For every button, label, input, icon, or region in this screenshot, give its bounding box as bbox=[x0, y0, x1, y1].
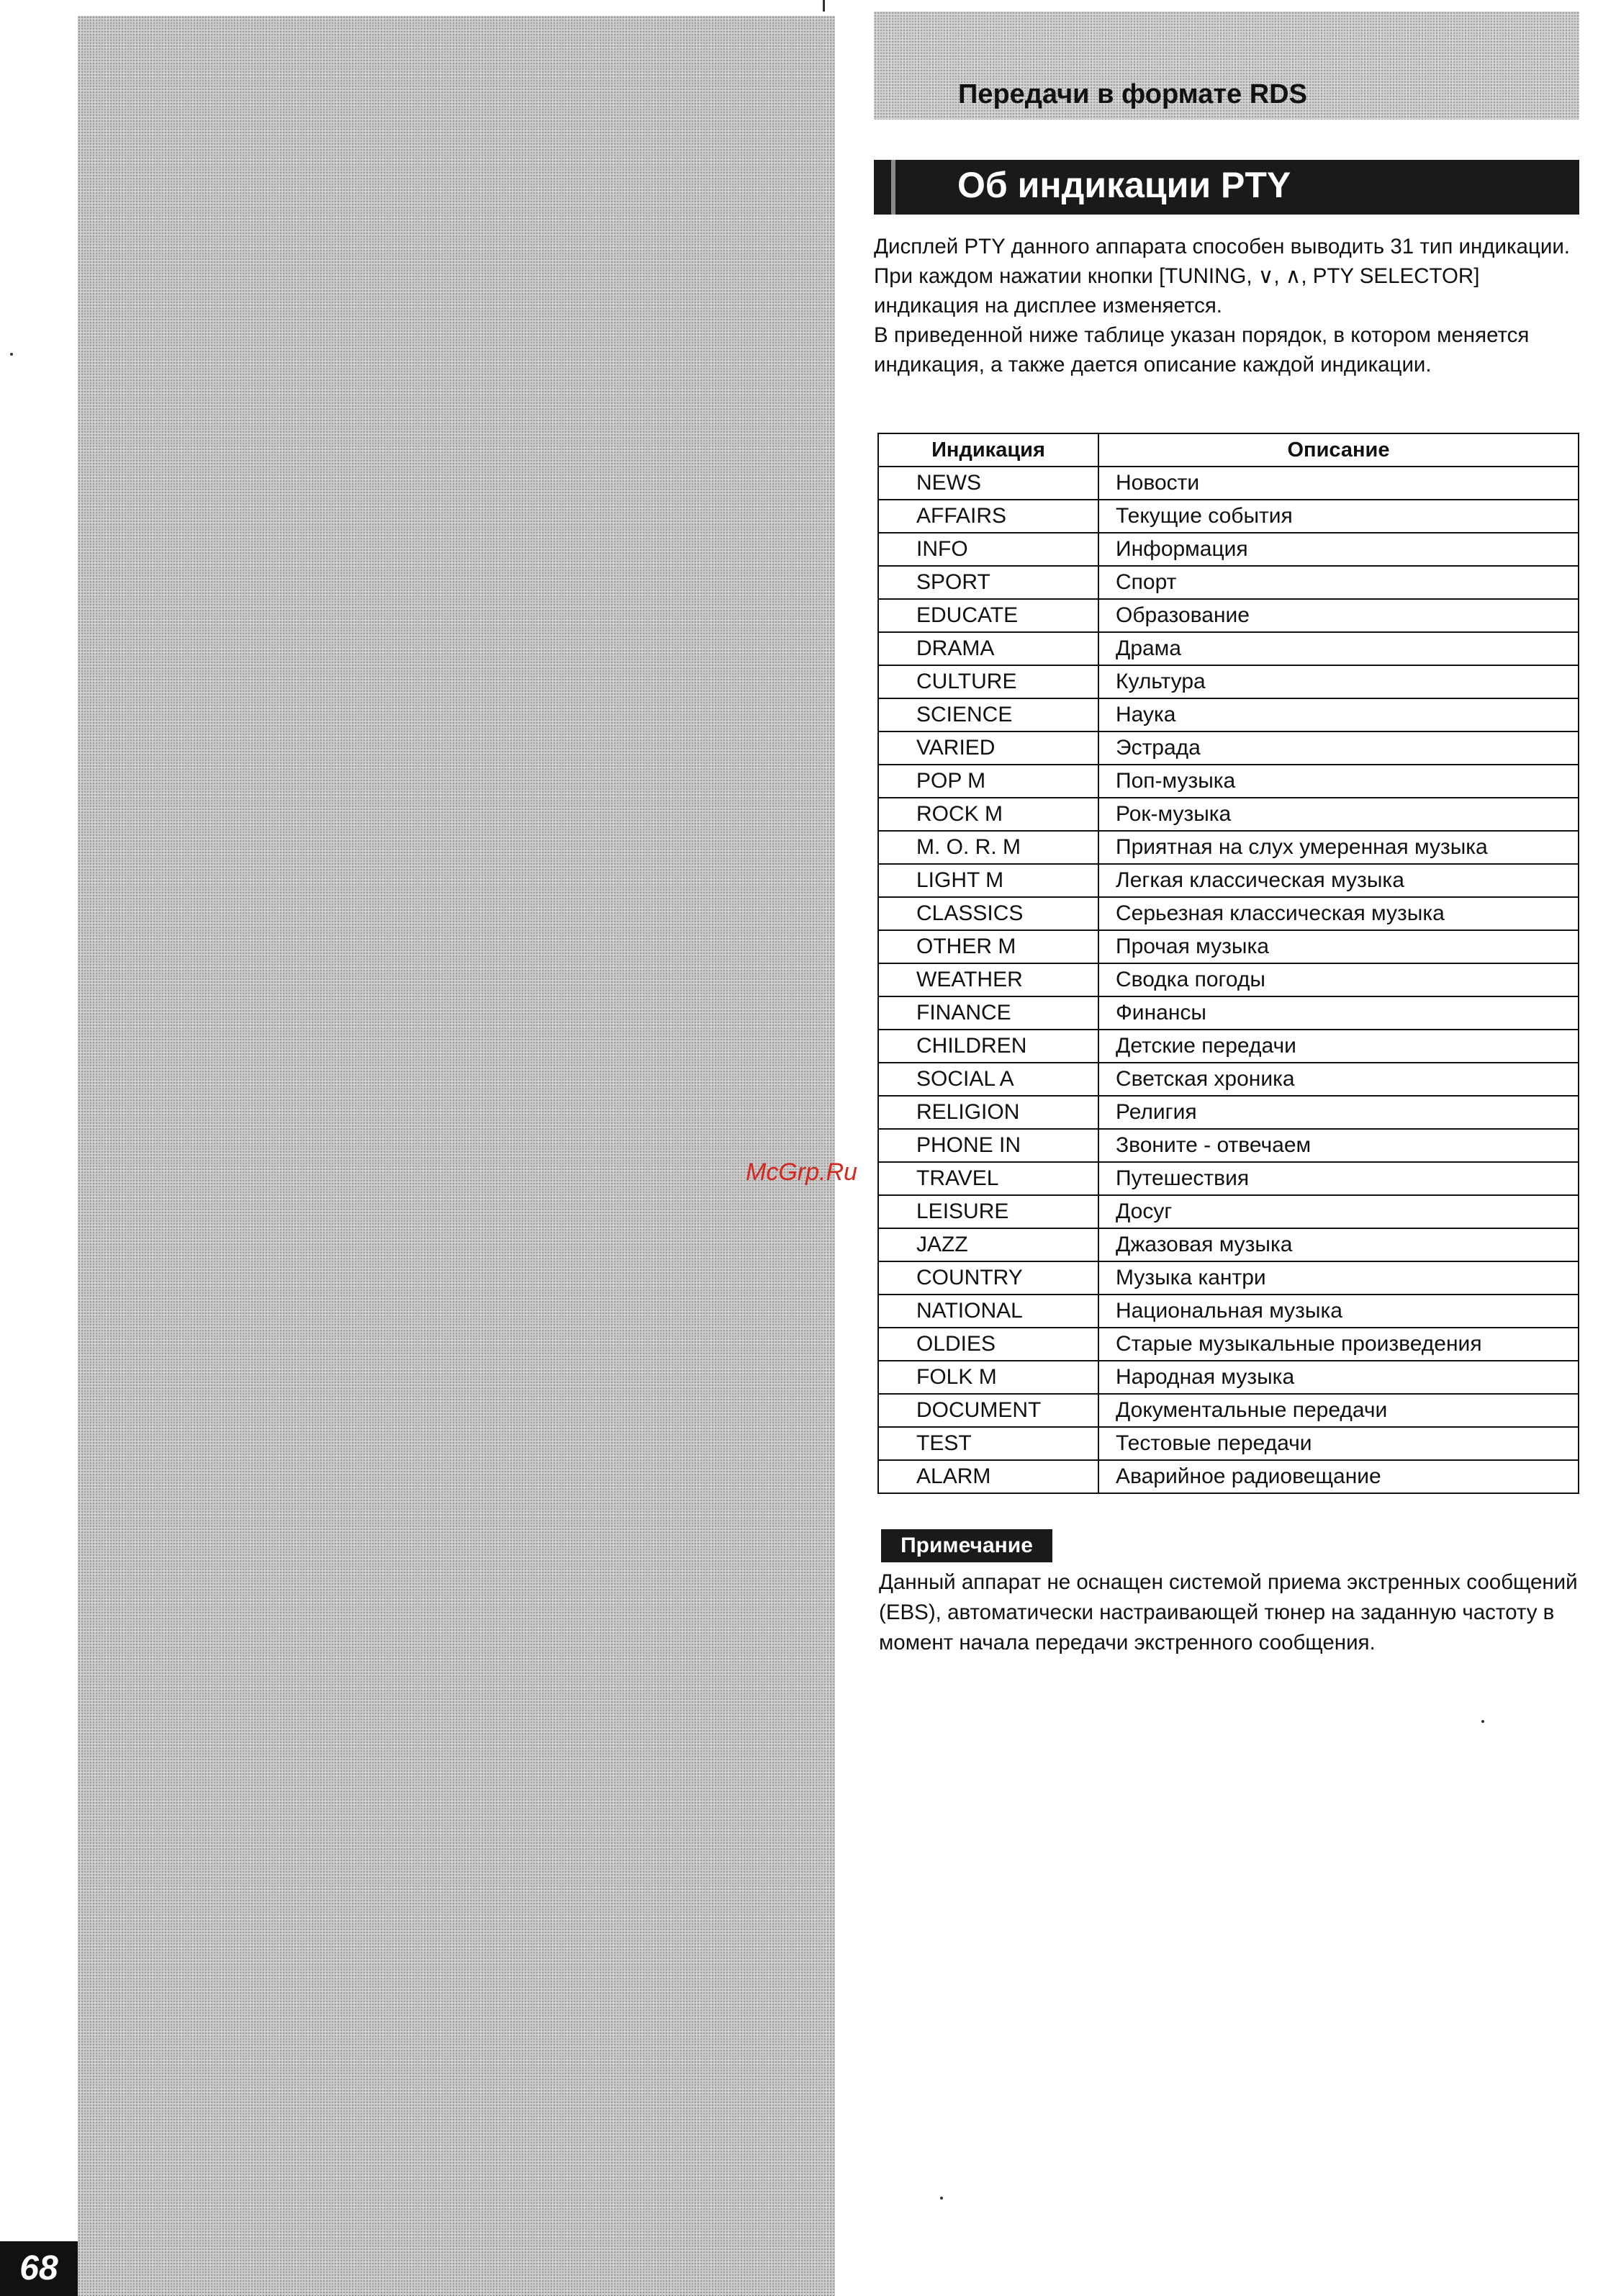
pty-code: NEWS bbox=[878, 467, 1098, 500]
pty-description: Детские передачи bbox=[1098, 1030, 1579, 1063]
table-row bbox=[878, 632, 1579, 665]
table-row bbox=[878, 698, 1579, 731]
title-bar-accent bbox=[891, 160, 895, 215]
intro-text bbox=[874, 232, 1579, 379]
table-row bbox=[878, 930, 1579, 963]
table-row bbox=[878, 996, 1579, 1030]
table-row bbox=[878, 500, 1579, 533]
table-row bbox=[878, 897, 1579, 930]
pty-code: INFO bbox=[878, 533, 1098, 566]
pty-code: AFFAIRS bbox=[878, 500, 1098, 533]
table-row bbox=[878, 1427, 1579, 1460]
pty-description: Музыка кантри bbox=[1098, 1261, 1579, 1295]
pty-description: Эстрада bbox=[1098, 731, 1579, 765]
table-row bbox=[878, 1328, 1579, 1361]
intro-paragraph-1: Дисплей PTY данного аппарата способен выводить 31 тип индикации. При каждом нажатии кнопки [TUNING, ∨, ∧, PTY SELECTOR] индикация на дисплее изменяется. bbox=[874, 235, 1571, 318]
note-label: Примечание bbox=[881, 1529, 1052, 1562]
pty-description: Светская хроника bbox=[1098, 1063, 1579, 1096]
table-row bbox=[878, 533, 1579, 566]
pty-description: Звоните - отвечаем bbox=[1098, 1129, 1579, 1162]
column-header-indication: Индикация bbox=[878, 433, 1098, 467]
pty-code: SCIENCE bbox=[878, 698, 1098, 731]
table-row bbox=[878, 1030, 1579, 1063]
table-row bbox=[878, 1261, 1579, 1295]
table-row bbox=[878, 765, 1579, 798]
table-row bbox=[878, 963, 1579, 996]
pty-code: JAZZ bbox=[878, 1228, 1098, 1261]
pty-code: M. O. R. M bbox=[878, 831, 1098, 864]
table-row bbox=[878, 1195, 1579, 1228]
pty-code: OTHER M bbox=[878, 930, 1098, 963]
pty-description: Аварийное радиовещание bbox=[1098, 1460, 1579, 1493]
pty-description: Прочая музыка bbox=[1098, 930, 1579, 963]
pty-description: Сводка погоды bbox=[1098, 963, 1579, 996]
pty-description: Документальные передачи bbox=[1098, 1394, 1579, 1427]
pty-code: FINANCE bbox=[878, 996, 1098, 1030]
note-text: Данный аппарат не оснащен системой приема экстренных сообщений (EBS), автоматически настраивающей тюнер на заданную частоту в момент начала передачи экстренного сообщения. bbox=[879, 1570, 1578, 1655]
pty-code: COUNTRY bbox=[878, 1261, 1098, 1295]
pty-description: Легкая классическая музыка bbox=[1098, 864, 1579, 897]
table-row bbox=[878, 1096, 1579, 1129]
table-row bbox=[878, 1361, 1579, 1394]
pty-code: NATIONAL bbox=[878, 1295, 1098, 1328]
page-title: Об индикации PTY bbox=[957, 165, 1291, 205]
pty-code: CULTURE bbox=[878, 665, 1098, 698]
pty-description: Приятная на слух умеренная музыка bbox=[1098, 831, 1579, 864]
pty-code: SPORT bbox=[878, 566, 1098, 599]
scan-speck bbox=[1481, 1720, 1484, 1723]
table-row bbox=[878, 1063, 1579, 1096]
table-row bbox=[878, 1295, 1579, 1328]
pty-description: Путешествия bbox=[1098, 1162, 1579, 1195]
table-row bbox=[878, 798, 1579, 831]
pty-code: TRAVEL bbox=[878, 1162, 1098, 1195]
pty-code: RELIGION bbox=[878, 1096, 1098, 1129]
pty-description: Религия bbox=[1098, 1096, 1579, 1129]
pty-code: CLASSICS bbox=[878, 897, 1098, 930]
table-row bbox=[878, 1162, 1579, 1195]
table-row bbox=[878, 665, 1579, 698]
pty-description: Старые музыкальные произведения bbox=[1098, 1328, 1579, 1361]
pty-code: DOCUMENT bbox=[878, 1394, 1098, 1427]
pty-description: Информация bbox=[1098, 533, 1579, 566]
pty-code: ALARM bbox=[878, 1460, 1098, 1493]
pty-description: Серьезная классическая музыка bbox=[1098, 897, 1579, 930]
left-shaded-panel bbox=[78, 16, 835, 2296]
table-row bbox=[878, 1129, 1579, 1162]
table-row bbox=[878, 599, 1579, 632]
pty-table-body bbox=[878, 467, 1579, 1493]
pty-description: Поп-музыка bbox=[1098, 765, 1579, 798]
pty-code: LIGHT M bbox=[878, 864, 1098, 897]
pty-description: Культура bbox=[1098, 665, 1579, 698]
intro-paragraph-2: В приведенной ниже таблице указан порядок, в котором меняется индикация, а также дается описание каждой индикации. bbox=[874, 323, 1530, 377]
pty-description: Новости bbox=[1098, 467, 1579, 500]
pty-code: PHONE IN bbox=[878, 1129, 1098, 1162]
table-row bbox=[878, 831, 1579, 864]
pty-description: Образование bbox=[1098, 599, 1579, 632]
pty-code: LEISURE bbox=[878, 1195, 1098, 1228]
pty-code: OLDIES bbox=[878, 1328, 1098, 1361]
pty-code: CHILDREN bbox=[878, 1030, 1098, 1063]
table-row bbox=[878, 864, 1579, 897]
pty-description: Народная музыка bbox=[1098, 1361, 1579, 1394]
pty-description: Тестовые передачи bbox=[1098, 1427, 1579, 1460]
pty-code: DRAMA bbox=[878, 632, 1098, 665]
pty-description: Драма bbox=[1098, 632, 1579, 665]
top-divider-rule bbox=[823, 0, 825, 12]
pty-description: Досуг bbox=[1098, 1195, 1579, 1228]
table-row bbox=[878, 1228, 1579, 1261]
scan-speck bbox=[940, 2197, 943, 2200]
pty-description: Национальная музыка bbox=[1098, 1295, 1579, 1328]
pty-description: Рок-музыка bbox=[1098, 798, 1579, 831]
pty-code: FOLK M bbox=[878, 1361, 1098, 1394]
table-row bbox=[878, 1460, 1579, 1493]
pty-description: Текущие события bbox=[1098, 500, 1579, 533]
pty-table bbox=[877, 433, 1579, 1494]
watermark-text: McGrp.Ru bbox=[746, 1158, 857, 1186]
table-row bbox=[878, 731, 1579, 765]
pty-description: Джазовая музыка bbox=[1098, 1228, 1579, 1261]
pty-code: TEST bbox=[878, 1427, 1098, 1460]
pty-code: VARIED bbox=[878, 731, 1098, 765]
scan-speck bbox=[10, 353, 13, 356]
pty-code: EDUCATE bbox=[878, 599, 1098, 632]
table-row bbox=[878, 566, 1579, 599]
pty-description: Финансы bbox=[1098, 996, 1579, 1030]
pty-code: ROCK M bbox=[878, 798, 1098, 831]
table-row bbox=[878, 467, 1579, 500]
pty-description: Спорт bbox=[1098, 566, 1579, 599]
table-header-row bbox=[878, 433, 1579, 467]
table-row bbox=[878, 1394, 1579, 1427]
section-title: Передачи в формате RDS bbox=[958, 79, 1307, 109]
pty-code: POP M bbox=[878, 765, 1098, 798]
pty-code: WEATHER bbox=[878, 963, 1098, 996]
column-header-description: Описание bbox=[1098, 433, 1579, 467]
pty-description: Наука bbox=[1098, 698, 1579, 731]
pty-code: SOCIAL A bbox=[878, 1063, 1098, 1096]
page-number: 68 bbox=[0, 2241, 78, 2296]
